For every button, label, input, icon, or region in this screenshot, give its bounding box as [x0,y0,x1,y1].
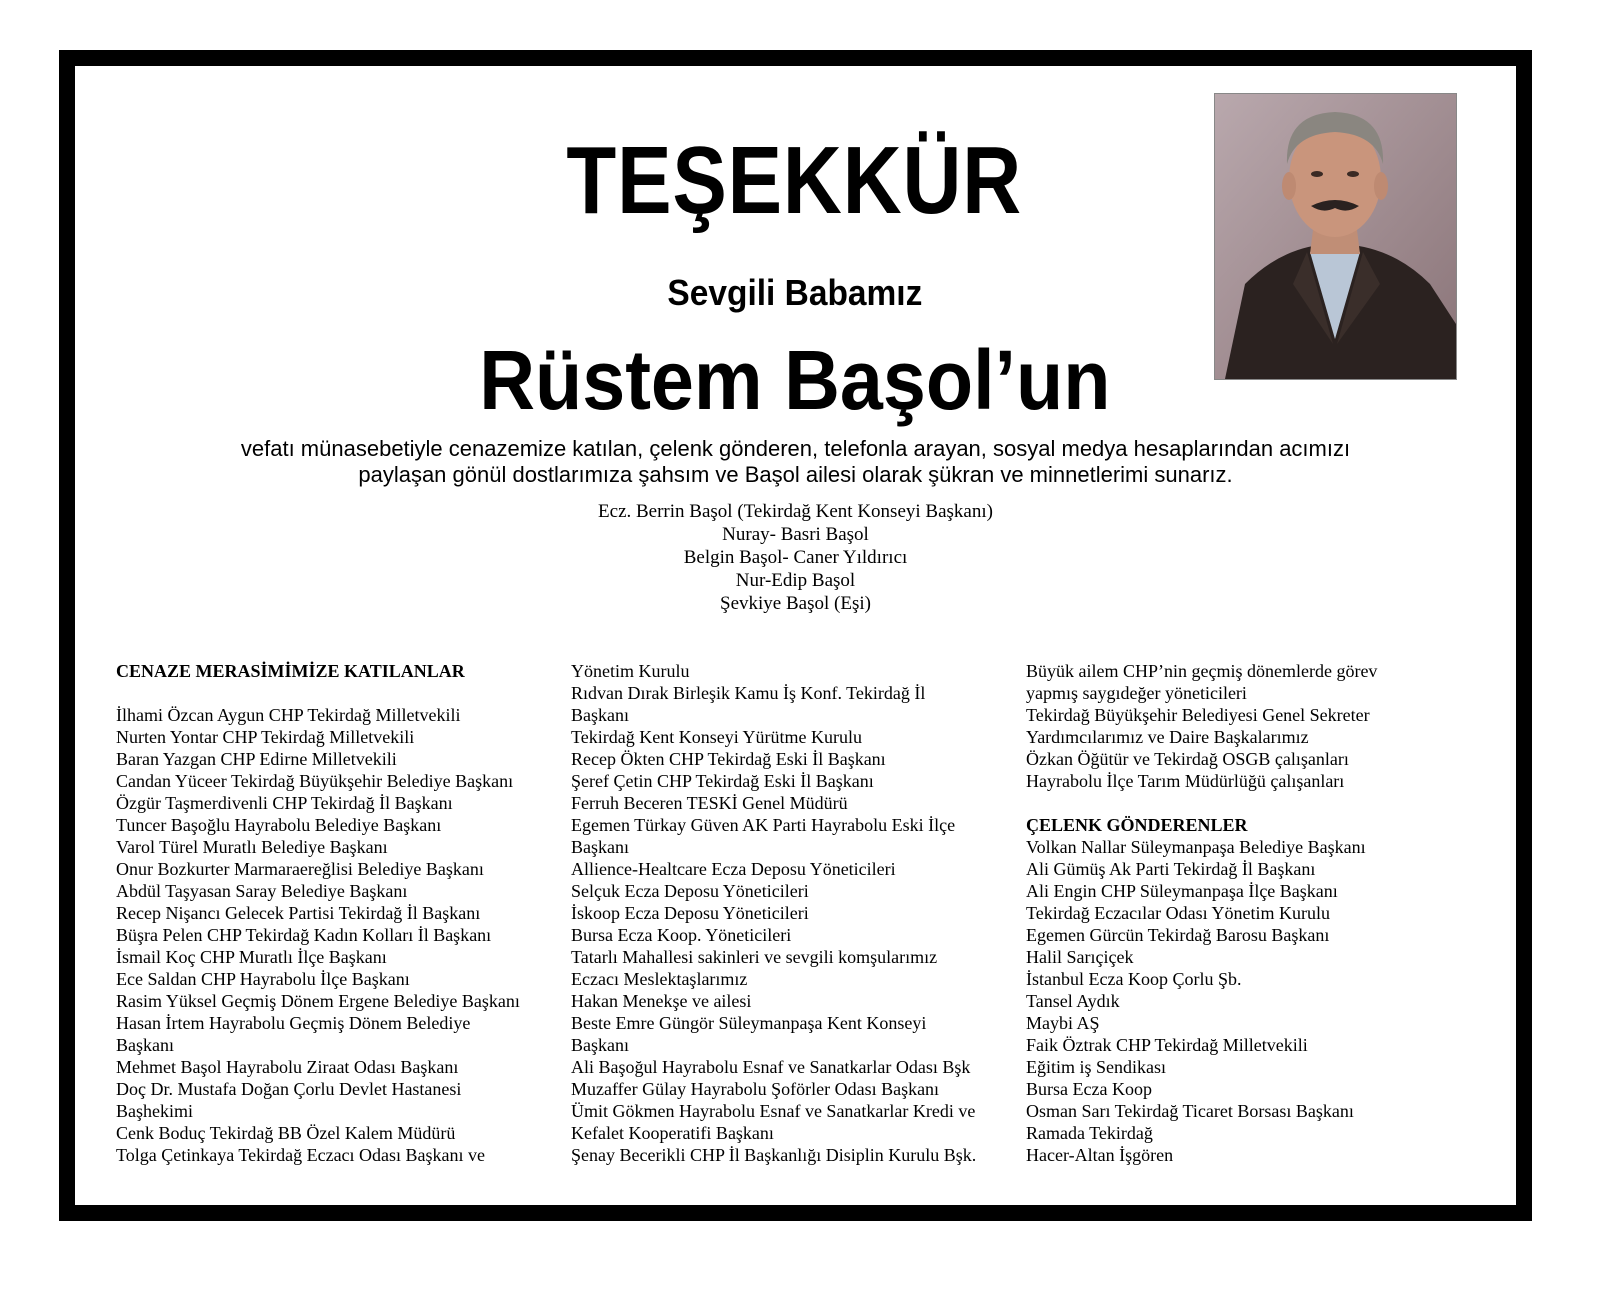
list-item: Halil Sarıçiçek [1026,947,1134,967]
thanks-message-line: vefatı münasebetiyle cenazemize katılan, çelenk gönderen, telefonla arayan, sosyal medya hesaplarından acımızı [240,436,1351,461]
list-item: Tansel Aydık [1026,991,1120,1011]
list-item: Başkanı [571,705,629,725]
list-item: Ece Saldan CHP Hayrabolu İlçe Başkanı [116,969,410,989]
list-item: Şeref Çetin CHP Tekirdağ Eski İl Başkanı [571,771,874,791]
list-item: Kefalet Kooperatifi Başkanı [571,1123,774,1143]
list-item: Tekirdağ Kent Konseyi Yürütme Kurulu [571,727,863,747]
section-heading-wreaths: ÇELENK GÖNDERENLER [1026,815,1248,835]
list-item: Hasan İrtem Hayrabolu Geçmiş Dönem Belediye [116,1013,471,1033]
list-item: Recep Ökten CHP Tekirdağ Eski İl Başkanı [571,749,886,769]
list-item: Muzaffer Gülay Hayrabolu Şoförler Odası Başkanı [571,1079,940,1099]
notice-subtitle: Sevgili Babamız [667,272,923,313]
list-item: İstanbul Ecza Koop Çorlu Şb. [1026,969,1242,989]
list-item: Rasim Yüksel Geçmiş Dönem Ergene Belediye Başkanı [116,991,520,1011]
list-item: Abdül Taşyasan Saray Belediye Başkanı [116,881,408,901]
list-item: Hacer-Altan İşgören [1026,1145,1174,1165]
list-item: Ramada Tekirdağ [1026,1123,1153,1143]
list-item: Ali Engin CHP Süleymanpaşa İlçe Başkanı [1026,881,1338,901]
list-item: Ferruh Beceren TESKİ Genel Müdürü [571,793,848,813]
list-item: Büşra Pelen CHP Tekirdağ Kadın Kolları İl Başkanı [116,925,492,945]
list-item: İsmail Koç CHP Muratlı İlçe Başkanı [116,947,387,967]
list-item: Rıdvan Dırak Birleşik Kamu İş Konf. Tekirdağ İl [571,683,926,703]
list-item: Onur Bozkurter Marmaraereğlisi Belediye Başkanı [116,859,484,879]
list-item: Faik Öztrak CHP Tekirdağ Milletvekili [1026,1035,1308,1055]
list-item: Tatarlı Mahallesi sakinleri ve sevgili komşularımız [571,947,938,967]
list-item: Ali Gümüş Ak Parti Tekirdağ İl Başkanı [1026,859,1316,879]
thanks-message [115,436,1476,488]
list-item: Başkanı [571,837,629,857]
list-item: Maybi AŞ [1026,1013,1100,1033]
list-item: Hayrabolu İlçe Tarım Müdürlüğü çalışanları [1026,771,1345,791]
signer: Nur-Edip Başol [735,570,856,591]
deceased-name: Rüstem Başol’un [479,333,1111,427]
list-item: Eğitim iş Sendikası [1026,1057,1167,1077]
list-item: Osman Sarı Tekirdağ Ticaret Borsası Başkanı [1026,1101,1354,1121]
list-item: Eczacı Meslektaşlarımız [571,969,748,989]
section-heading-attendees: CENAZE MERASİMİMİZE KATILANLAR [116,661,465,681]
list-item: Varol Türel Muratlı Belediye Başkanı [116,837,388,857]
list-item: Başhekimi [116,1101,193,1121]
attendees-column-1 [116,660,556,1166]
list-item: Başkanı [116,1035,174,1055]
attendees-column-3 [1026,660,1456,1166]
list-item: Şenay Becerikli CHP İl Başkanlığı Disiplin Kurulu Bşk. [571,1145,977,1165]
notice-frame [59,50,1532,1221]
list-item: Tekirdağ Büyükşehir Belediyesi Genel Sekreter [1026,705,1370,725]
list-item: Büyük ailem CHP’nin geçmiş dönemlerde görev [1026,661,1378,681]
list-item: Yönetim Kurulu [571,661,690,681]
list-item: Tolga Çetinkaya Tekirdağ Eczacı Odası Başkanı ve [116,1145,486,1165]
list-item: Egemen Gürcün Tekirdağ Barosu Başkanı [1026,925,1330,945]
attendees-column-2 [571,660,1016,1166]
list-item: Nurten Yontar CHP Tekirdağ Milletvekili [116,727,415,747]
signer: Nuray- Basri Başol [722,524,869,545]
list-item: Ümit Gökmen Hayrabolu Esnaf ve Sanatkarlar Kredi ve [571,1101,976,1121]
list-item: Doç Dr. Mustafa Doğan Çorlu Devlet Hastanesi [116,1079,462,1099]
list-item: Selçuk Ecza Deposu Yöneticileri [571,881,809,901]
notice-title: TEŞEKKÜR [566,127,1023,234]
list-item: İlhami Özcan Aygun CHP Tekirdağ Milletvekili [116,705,461,725]
list-item: Özkan Öğütür ve Tekirdağ OSGB çalışanları [1026,749,1349,769]
list-item: Baran Yazgan CHP Edirne Milletvekili [116,749,397,769]
list-item: Beste Emre Güngör Süleymanpaşa Kent Konseyi [571,1013,927,1033]
list-item: Tekirdağ Eczacılar Odası Yönetim Kurulu [1026,903,1330,923]
list-item: Bursa Ecza Koop [1026,1079,1152,1099]
list-item: Mehmet Başol Hayrabolu Ziraat Odası Başkanı [116,1057,459,1077]
list-item: Başkanı [571,1035,629,1055]
list-item: Candan Yüceer Tekirdağ Büyükşehir Belediye Başkanı [116,771,514,791]
list-item: Recep Nişancı Gelecek Partisi Tekirdağ İl Başkanı [116,903,481,923]
list-item: Ali Başoğul Hayrabolu Esnaf ve Sanatkarlar Odası Bşk [571,1057,971,1077]
list-item: İskoop Ecza Deposu Yöneticileri [571,903,809,923]
list-item: yapmış saygıdeğer yöneticileri [1026,683,1247,703]
list-item: Cenk Boduç Tekirdağ BB Özel Kalem Müdürü [116,1123,456,1143]
list-item: Bursa Ecza Koop. Yöneticileri [571,925,792,945]
signer: Şevkiye Başol (Eşi) [720,593,871,614]
list-item: Volkan Nallar Süleymanpaşa Belediye Başkanı [1026,837,1366,857]
list-item: Tuncer Başoğlu Hayrabolu Belediye Başkanı [116,815,442,835]
list-item: Hakan Menekşe ve ailesi [571,991,752,1011]
signer: Ecz. Berrin Başol (Tekirdağ Kent Konseyi Başkanı) [598,501,993,522]
signer: Belgin Başol- Caner Yıldırıcı [683,547,908,568]
list-item: Egemen Türkay Güven AK Parti Hayrabolu Eski İlçe [571,815,956,835]
list-item: Özgür Taşmerdivenli CHP Tekirdağ İl Başkanı [116,793,453,813]
signers-list [75,500,1516,615]
list-item: Allience-Healtcare Ecza Deposu Yöneticileri [571,859,896,879]
list-item: Yardımcılarımız ve Daire Başkalarımız [1026,727,1309,747]
thanks-message-line: paylaşan gönül dostlarımıza şahsım ve Başol ailesi olarak şükran ve minnetlerimi sunarız. [358,462,1233,487]
